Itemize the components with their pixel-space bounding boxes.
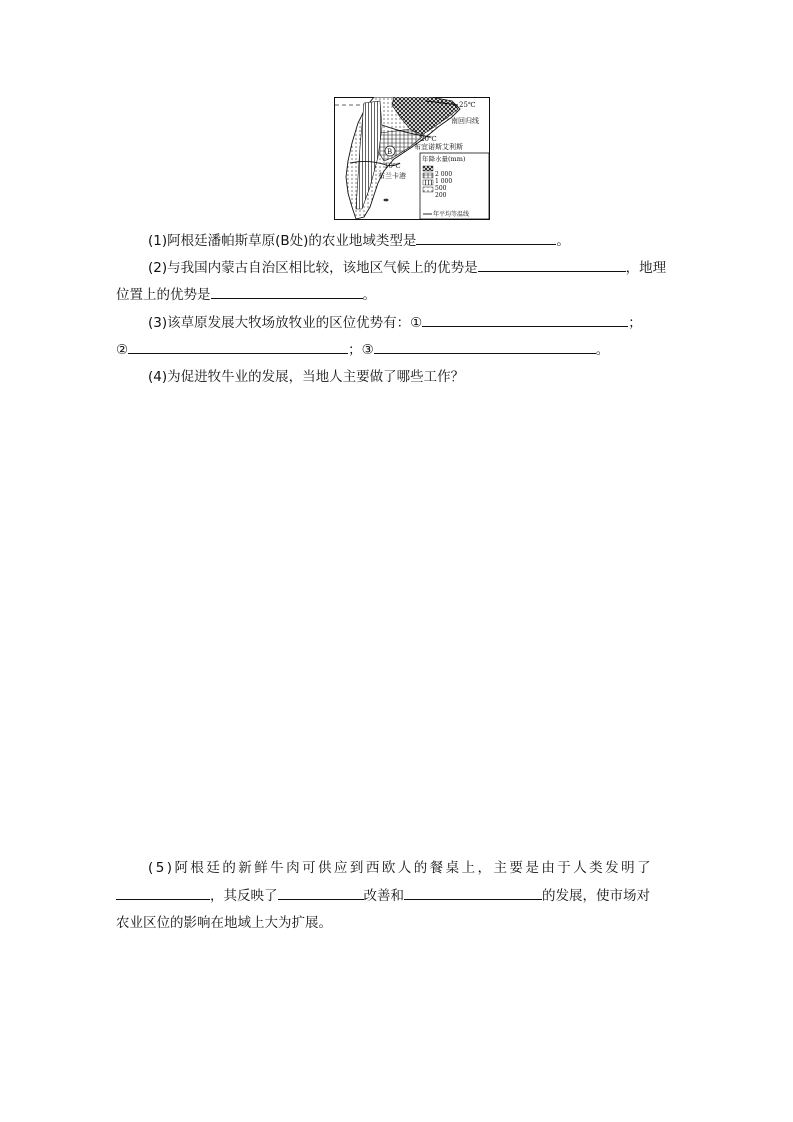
- q3-blank-2[interactable]: [128, 340, 348, 354]
- question-5-line2: [116, 886, 650, 906]
- q4-text: (4)为促进牧牛业的发展，当地人主要做了哪些工作？: [148, 369, 465, 385]
- q1-text: (1)阿根廷潘帕斯草原(B处)的农业地域类型是: [148, 233, 417, 249]
- label-20c: 20℃: [420, 135, 437, 143]
- question-3-line2: [116, 340, 609, 360]
- question-2-line1: [148, 258, 666, 278]
- question-5-line3: [116, 913, 332, 933]
- q2-climate-blank[interactable]: [478, 258, 626, 272]
- label-25c: 25℃: [459, 101, 476, 109]
- q2-text-a: (2)与我国内蒙古自治区相比较，该地区气候上的优势是: [148, 260, 478, 276]
- q5-development-blank[interactable]: [404, 886, 542, 900]
- q3-mark-2: ②: [116, 342, 129, 358]
- q3-sep1: ；: [628, 315, 642, 331]
- label-10c: 10℃: [384, 162, 401, 170]
- legend-level-500: 500: [435, 185, 447, 192]
- legend-swatch-3: [423, 180, 433, 185]
- q5-text-e: 农业区位的影响在地域上大为扩展。: [116, 915, 332, 931]
- question-4: [148, 367, 464, 387]
- q5-text-a: (5)阿根廷的新鲜牛肉可供应到西欧人的餐桌上，主要是由于人类发明了: [148, 860, 653, 876]
- map-legend: [420, 153, 489, 219]
- q1-end: 。: [556, 233, 570, 249]
- legend-title: 年降水量(mm): [422, 155, 466, 163]
- q3-text-a: (3)该草原发展大牧场放牧业的区位优势有：①: [148, 315, 423, 331]
- q5-improvement-blank[interactable]: [278, 886, 364, 900]
- q4-answer-area[interactable]: [116, 395, 686, 835]
- question-1: [148, 231, 570, 251]
- legend-swatch-4: [423, 187, 433, 192]
- label-buenos-aires: 布宜诺斯艾利斯: [414, 143, 463, 151]
- map-svg: [334, 97, 490, 220]
- label-tropic: 南回归线: [451, 117, 479, 125]
- south-america-map-figure: [334, 97, 490, 220]
- q2-location-blank[interactable]: [211, 285, 363, 299]
- legend-level-2000: 2 000: [435, 171, 453, 178]
- q3-blank-1[interactable]: [422, 313, 628, 327]
- q2-end: 。: [362, 287, 376, 303]
- q1-answer-blank[interactable]: [416, 231, 556, 245]
- q5-text-b: ，其反映了: [210, 888, 278, 904]
- legend-level-200: 200: [435, 192, 447, 199]
- q3-sep2: ；③: [348, 342, 374, 358]
- question-5-line1: [148, 858, 653, 878]
- q5-invention-blank[interactable]: [116, 886, 210, 900]
- question-2-line2: [116, 285, 376, 305]
- q2-text-c: 位置上的优势是: [116, 287, 211, 303]
- q2-text-b: ，地理: [625, 260, 667, 276]
- q3-end: 。: [595, 342, 610, 358]
- legend-swatch-1: [423, 166, 433, 171]
- q3-blank-3[interactable]: [374, 340, 596, 354]
- question-3-line1: [148, 313, 642, 333]
- q5-text-d: 的发展，使市场对: [542, 888, 650, 904]
- label-blanca: 布兰卡港: [378, 172, 406, 180]
- legend-level-1000: 1 000: [435, 178, 453, 185]
- legend-swatch-2: [423, 173, 433, 178]
- island-dot: [384, 199, 389, 202]
- q5-text-c: 改善和: [363, 888, 404, 904]
- label-b: B: [387, 148, 393, 156]
- legend-isotherm-label: 年平均等温线: [433, 211, 470, 218]
